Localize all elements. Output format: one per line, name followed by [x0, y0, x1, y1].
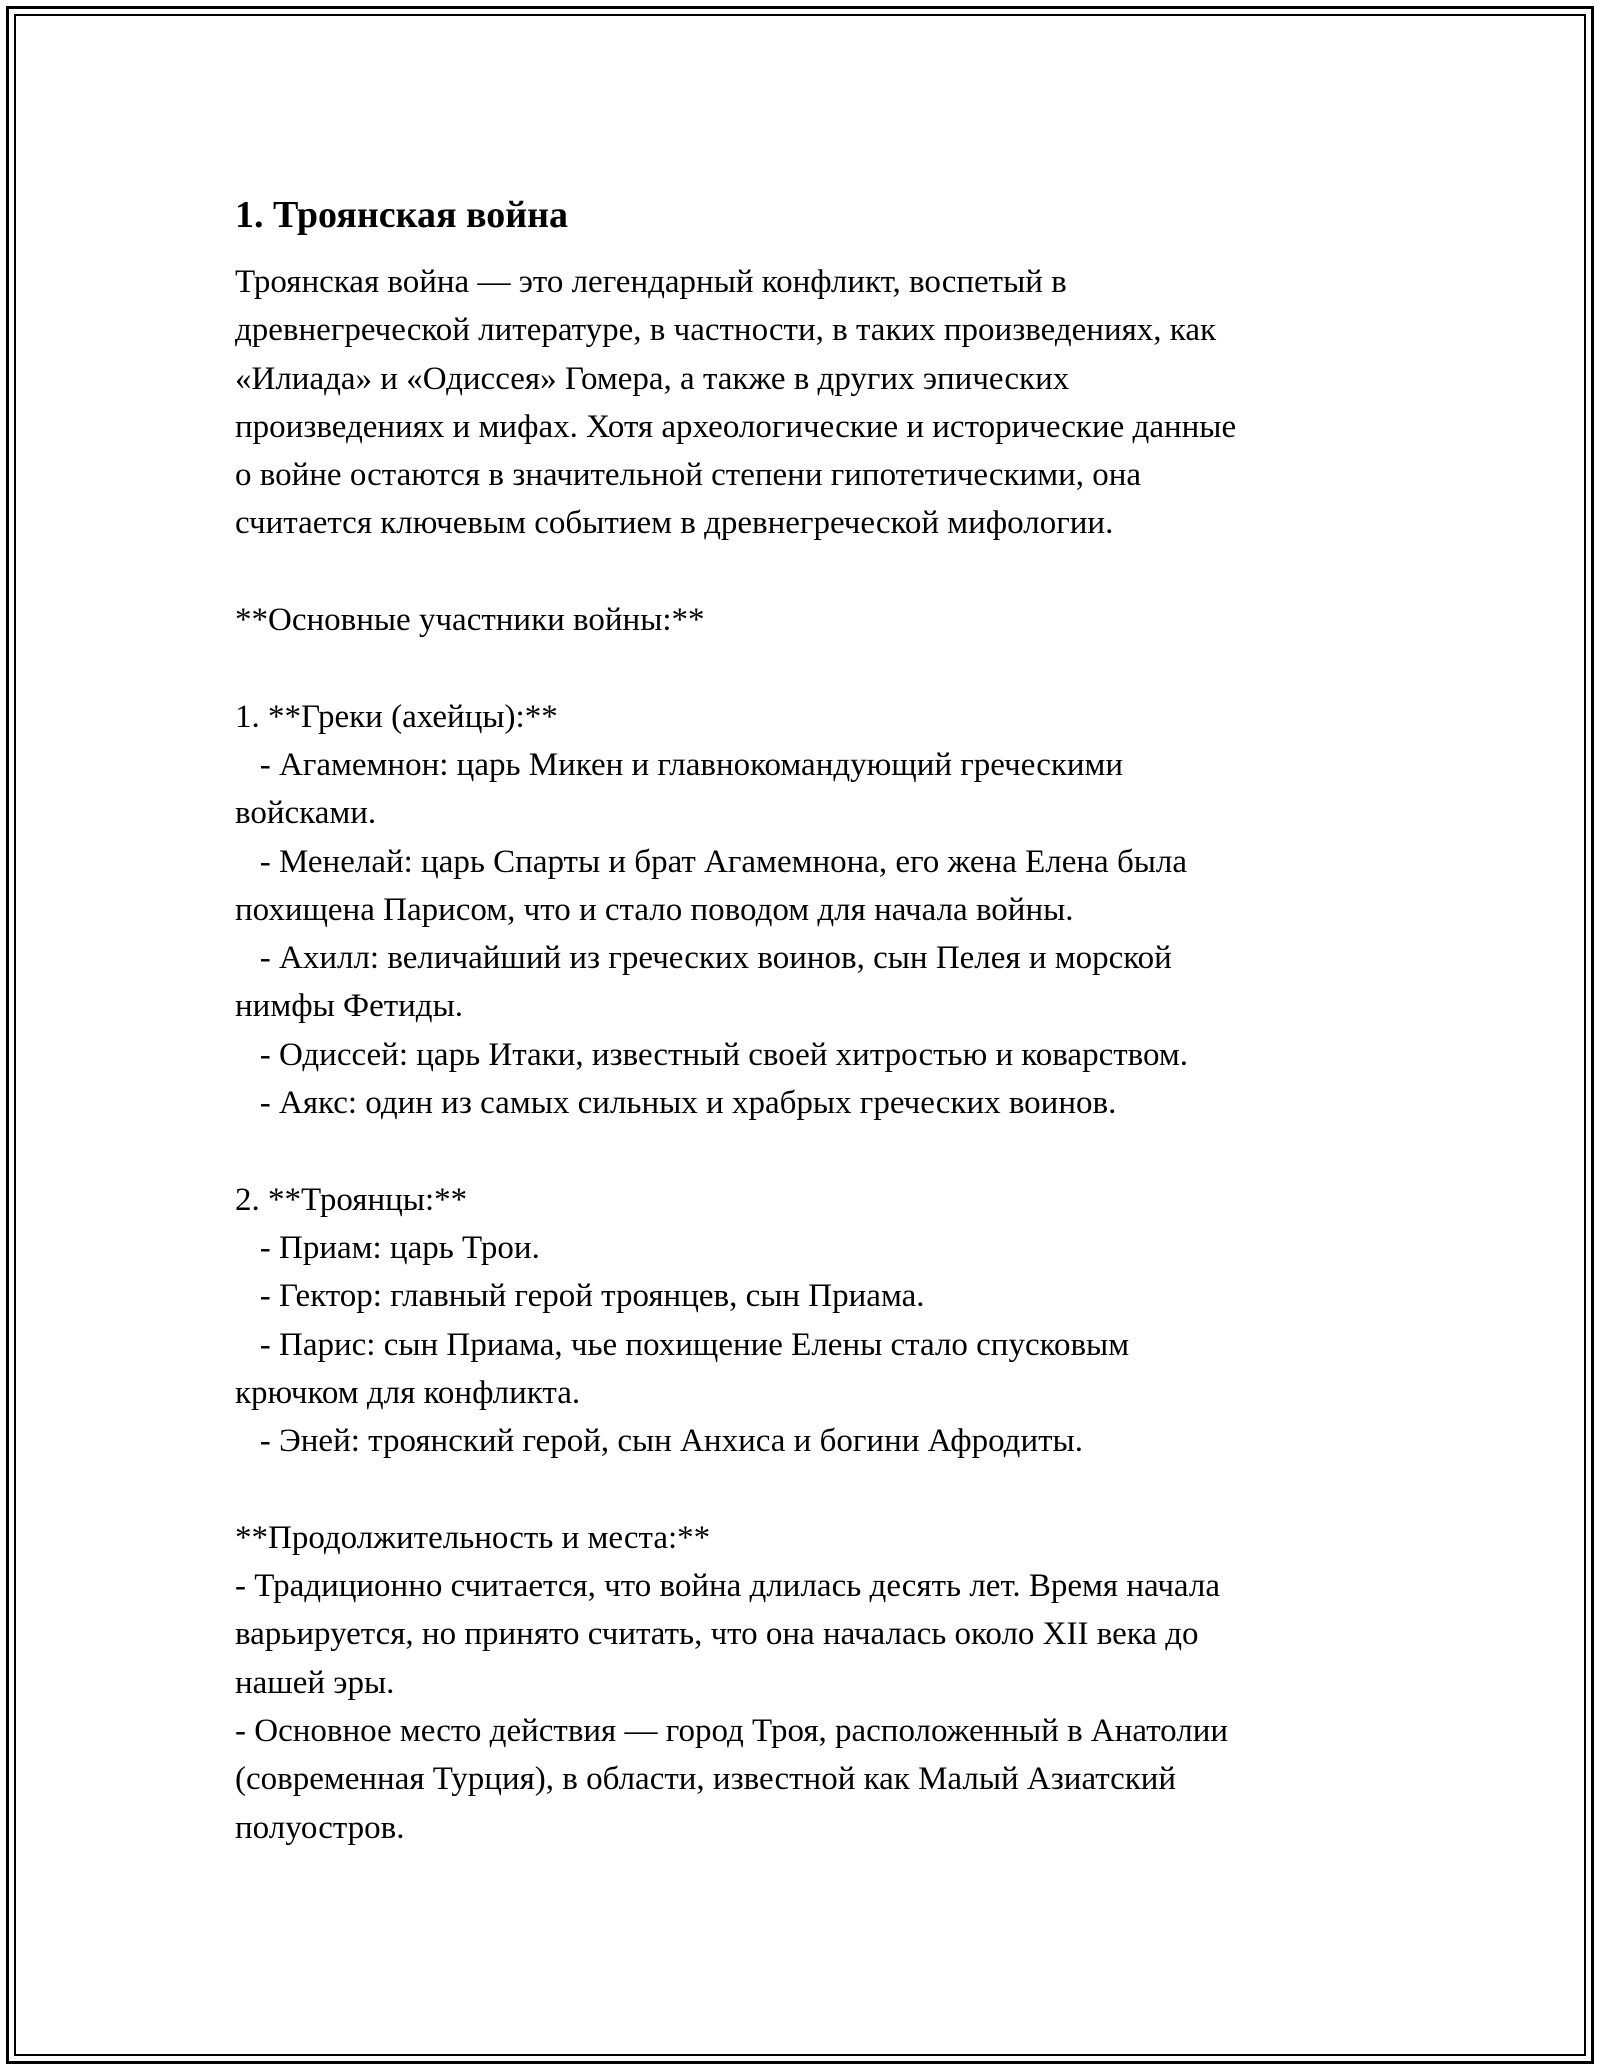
text-line: - Парис: сын Приама, чье похищение Елены стало спусковым — [235, 1326, 1130, 1363]
text-line: - Менелай: царь Спарты и брат Агамемнона, его жена Елена была — [235, 843, 1188, 880]
text-line: полуостров. — [235, 1809, 405, 1846]
text-line: 1. **Греки (ахейцы):** — [235, 698, 558, 735]
text-line: - Приам: царь Трои. — [235, 1229, 540, 1266]
text-line: похищена Парисом, что и стало поводом для начала войны. — [235, 891, 1074, 928]
text-line: - Основное место действия — город Троя, расположенный в Анатолии — [235, 1712, 1229, 1749]
blank-line — [235, 1127, 1365, 1175]
text-line: - Традиционно считается, что война длилась десять лет. Время начала — [235, 1568, 1220, 1605]
text-line: - Агамемнон: царь Микен и главнокомандующий греческими — [235, 746, 1124, 783]
text-line: нимфы Фетиды. — [235, 988, 464, 1025]
text-line: - Эней: троянский герой, сын Анхиса и богини Афродиты. — [235, 1423, 1083, 1460]
text-line: 2. **Троянцы:** — [235, 1181, 468, 1218]
text-line: о войне остаются в значительной степени гипотетическими, она — [235, 457, 1142, 494]
text-line: крючком для конфликта. — [235, 1374, 581, 1411]
blank-line — [235, 644, 1365, 692]
text-line: - Ахилл: величайший из греческих воинов, сын Пелея и морской — [235, 940, 1172, 977]
text-line: войсками. — [235, 795, 377, 832]
blank-line — [235, 548, 1365, 596]
text-line: варьируется, но принято считать, что она началась около XII века до — [235, 1616, 1199, 1653]
text-line: древнегреческой литературе, в частности, в таких произведениях, как — [235, 312, 1216, 349]
text-line: - Одиссей: царь Итаки, известный своей хитростью и коварством. — [235, 1036, 1189, 1073]
text-line: «Илиада» и «Одиссея» Гомера, а также в других эпических — [235, 360, 1070, 397]
text-line: считается ключевым событием в древнегреческой мифологии. — [235, 505, 1114, 542]
document-title: 1. Троянская война — [235, 194, 569, 236]
document-body — [235, 188, 1365, 1852]
text-line: произведениях и мифах. Хотя археологические и исторические данные — [235, 408, 1237, 445]
text-line: - Аякс: один из самых сильных и храбрых греческих воинов. — [235, 1085, 1117, 1122]
document-text — [235, 258, 1365, 1852]
text-line: **Продолжительность и места:** — [235, 1519, 711, 1556]
text-line: **Основные участники войны:** — [235, 602, 705, 639]
text-line: - Гектор: главный герой троянцев, сын Приама. — [235, 1278, 925, 1315]
text-line: нашей эры. — [235, 1664, 395, 1701]
blank-line — [235, 1465, 1365, 1513]
text-line: Троянская война — это легендарный конфликт, воспетый в — [235, 264, 1067, 300]
text-line: (современная Турция), в области, известной как Малый Азиатский — [235, 1761, 1177, 1798]
